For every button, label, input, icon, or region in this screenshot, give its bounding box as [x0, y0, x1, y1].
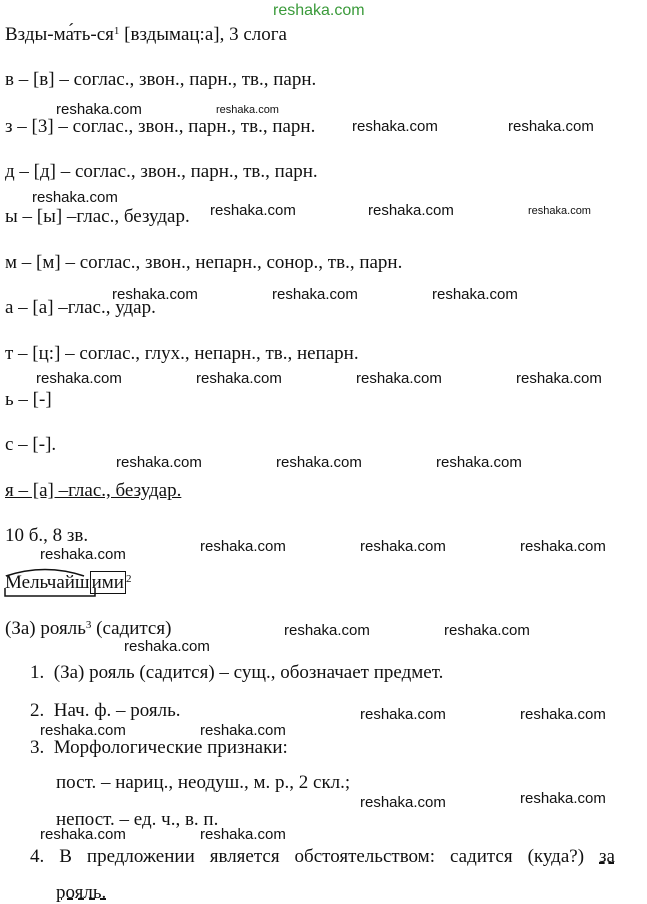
- constant-features: пост. – нариц., неодуш., м. р., 2 скл.;: [56, 772, 351, 793]
- item-4-continuation: рояль.: [56, 882, 107, 903]
- analysis-item-4: [30, 846, 615, 868]
- watermark: reshaka.com: [196, 370, 282, 387]
- watermark: reshaka.com: [352, 118, 438, 135]
- watermark: reshaka.com: [276, 454, 362, 471]
- header-word: Взды-ма́ть-ся: [5, 24, 114, 45]
- analysis-item: [30, 662, 443, 684]
- item-word: (куда?): [527, 846, 585, 867]
- item-number: 2.: [30, 700, 45, 721]
- watermark: reshaka.com: [520, 538, 606, 555]
- phonetic-line: з – [3] – соглас., звон., парн., тв., парн.: [5, 116, 316, 137]
- watermark: reshaka.com: [436, 454, 522, 471]
- watermark: reshaka.com: [528, 205, 591, 217]
- phonetic-line: ы – [ы] –глас., безудар.: [5, 206, 190, 227]
- morph-title-text: (За) рояль: [5, 618, 86, 639]
- footnote-mark: 3: [85, 619, 92, 631]
- watermark: reshaka.com: [40, 546, 126, 563]
- footnote-mark: 1: [113, 25, 120, 37]
- watermark: reshaka.com: [356, 370, 442, 387]
- watermark: reshaka.com: [40, 826, 126, 843]
- watermark: reshaka.com: [360, 794, 446, 811]
- analysis-item: [30, 737, 288, 759]
- watermark: reshaka.com: [272, 286, 358, 303]
- watermark: reshaka.com: [124, 638, 210, 655]
- item-word: В: [59, 846, 72, 867]
- phonetic-line: в – [в] – соглас., звон., парн., тв., парн.: [5, 69, 317, 90]
- watermark: reshaka.com: [32, 189, 118, 206]
- morpheme-word: [5, 572, 131, 594]
- phonetic-line: т – [ц:] – соглас., глух., непарн., тв., непарн.: [5, 343, 359, 364]
- variable-features: непост. – ед. ч., в. п.: [56, 809, 219, 830]
- watermark: reshaka.com: [200, 826, 286, 843]
- item-text: (За) рояль (садится) – сущ., обозначает предмет.: [53, 662, 444, 683]
- transcription: [вздымац:а], 3 слога: [119, 24, 287, 45]
- phonetic-line: а – [а] –глас., удар.: [5, 297, 156, 318]
- item-word: за: [599, 846, 615, 867]
- watermark: reshaka.com: [508, 118, 594, 135]
- watermark: reshaka.com: [200, 722, 286, 739]
- phonetic-line: ь – [-]: [5, 389, 52, 410]
- watermark: reshaka.com: [432, 286, 518, 303]
- item-word: предложении: [86, 846, 195, 867]
- watermark: reshaka.com: [216, 104, 279, 116]
- watermark: reshaka.com: [520, 706, 606, 723]
- watermark-top: reshaka.com: [273, 2, 365, 19]
- footnote-mark: 2: [125, 573, 132, 585]
- item-text: Морфологические признаки:: [53, 737, 288, 758]
- watermark: reshaka.com: [40, 722, 126, 739]
- watermark: reshaka.com: [444, 622, 530, 639]
- item-word: обстоятельством:: [294, 846, 435, 867]
- watermark: reshaka.com: [516, 370, 602, 387]
- watermark: reshaka.com: [284, 622, 370, 639]
- watermark: reshaka.com: [368, 202, 454, 219]
- letters-sounds-summary: 10 б., 8 зв.: [5, 525, 89, 546]
- item-text: Нач. ф. – рояль.: [53, 700, 181, 721]
- ending-box: ими: [91, 572, 124, 593]
- item-word: садится: [449, 846, 513, 867]
- phonetic-line: д – [д] – соглас., звон., парн., тв., парн.: [5, 161, 318, 182]
- watermark: reshaka.com: [116, 454, 202, 471]
- watermark: reshaka.com: [360, 538, 446, 555]
- phonetic-line: с – [-].: [5, 434, 57, 455]
- watermark: reshaka.com: [210, 202, 296, 219]
- watermark: reshaka.com: [520, 790, 606, 807]
- item-number: 3.: [30, 737, 45, 758]
- watermark: reshaka.com: [56, 101, 142, 118]
- phonetic-line: я – [а] –глас., безудар.: [5, 480, 182, 501]
- phonetic-line: м – [м] – соглас., звон., непарн., сонор., тв., парн.: [5, 252, 403, 273]
- watermark: reshaka.com: [360, 706, 446, 723]
- item-number: 1.: [30, 662, 45, 683]
- item-word: является: [209, 846, 280, 867]
- item-number: 4.: [30, 846, 45, 867]
- watermark: reshaka.com: [112, 286, 198, 303]
- word-stem: Мельчайш: [5, 572, 90, 593]
- watermark: reshaka.com: [36, 370, 122, 387]
- morph-title: [5, 618, 171, 640]
- phonetic-header: [5, 24, 287, 46]
- morph-title-rest: (садится): [91, 618, 172, 639]
- watermark: reshaka.com: [200, 538, 286, 555]
- analysis-item: [30, 700, 181, 722]
